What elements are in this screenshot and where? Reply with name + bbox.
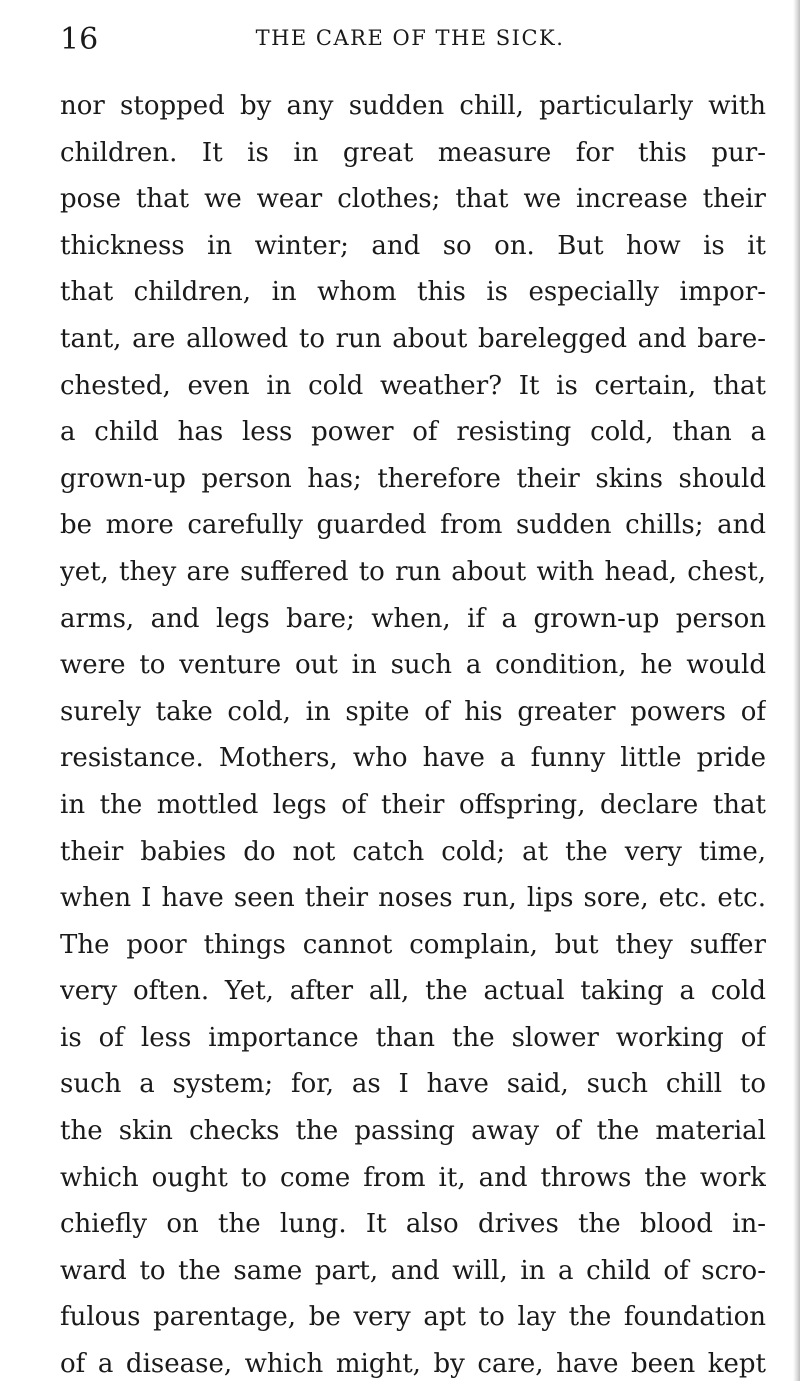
text-line: very often. Yet, after all, the actual taking a cold bbox=[60, 976, 766, 1007]
text-line: that children, in whom this is especially impor- bbox=[60, 277, 766, 308]
body-paragraph bbox=[60, 83, 766, 1388]
text-line: thickness in winter; and so on. But how is it bbox=[60, 230, 766, 261]
text-line: surely take cold, in spite of his greater powers of bbox=[60, 696, 766, 727]
text-line: chested, even in cold weather? It is certain, that bbox=[60, 370, 766, 401]
text-line: which ought to come from it, and throws the work bbox=[60, 1162, 766, 1193]
page-edge bbox=[793, 0, 800, 1381]
text-line: of a disease, which might, by care, have been kept bbox=[60, 1349, 766, 1380]
text-line: nor stopped by any sudden chill, particularly with bbox=[60, 91, 766, 121]
text-line: pose that we wear clothes; that we increase their bbox=[60, 184, 766, 215]
text-line: is of less importance than the slower working of bbox=[60, 1022, 766, 1053]
text-line: The poor things cannot complain, but they suffer bbox=[60, 929, 766, 960]
text-line: children. It is in great measure for this pur- bbox=[60, 137, 766, 168]
text-line: the skin checks the passing away of the material bbox=[60, 1116, 766, 1147]
text-line: be more carefully guarded from sudden chills; and bbox=[60, 510, 766, 541]
text-line: their babies do not catch cold; at the very time, bbox=[60, 836, 766, 867]
page-header bbox=[60, 22, 760, 62]
text-line: yet, they are suffered to run about with head, chest, bbox=[60, 556, 766, 587]
running-head: THE CARE OF THE SICK. bbox=[255, 26, 565, 50]
text-line: grown-up person has; therefore their skins should bbox=[60, 463, 766, 494]
text-line: a child has less power of resisting cold, than a bbox=[60, 417, 766, 448]
text-line: were to venture out in such a condition, he would bbox=[60, 650, 766, 681]
text-line: when I have seen their noses run, lips sore, etc. etc. bbox=[60, 883, 766, 914]
text-line: tant, are allowed to run about barelegged and bare- bbox=[60, 323, 766, 354]
text-line: resistance. Mothers, who have a funny little pride bbox=[60, 743, 766, 774]
text-line: such a system; for, as I have said, such chill to bbox=[60, 1069, 766, 1100]
text-line: chiefly on the lung. It also drives the blood in- bbox=[60, 1209, 766, 1240]
text-line: arms, and legs bare; when, if a grown-up person bbox=[60, 603, 766, 634]
page-number: 16 bbox=[60, 22, 99, 57]
text-line: in the mottled legs of their offspring, declare that bbox=[60, 789, 766, 820]
text-line: ward to the same part, and will, in a child of scro- bbox=[60, 1255, 766, 1286]
text-line: fulous parentage, be very apt to lay the foundation bbox=[60, 1302, 766, 1333]
